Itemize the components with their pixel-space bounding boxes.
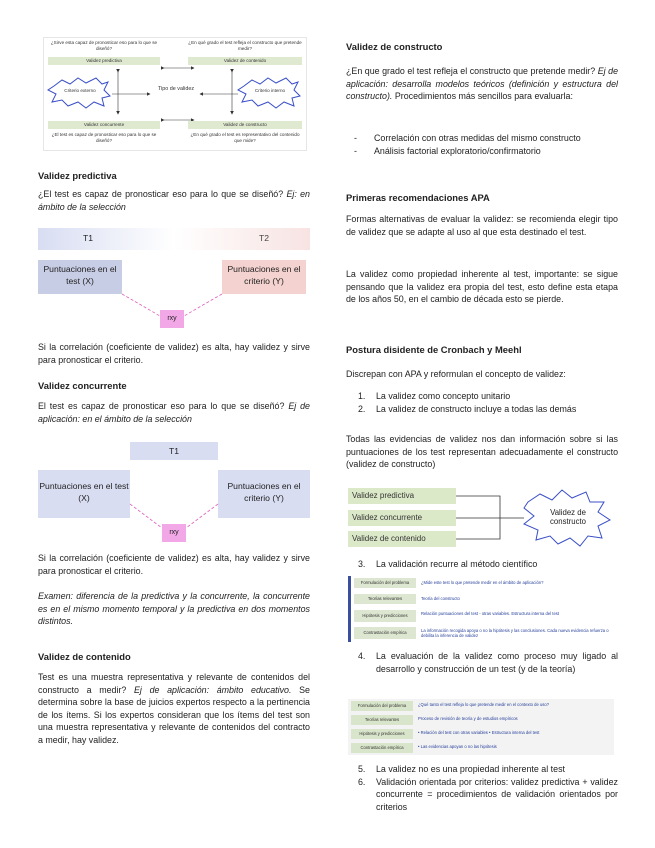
box-predictive: Validez predictiva	[348, 488, 456, 504]
predictive-diagram	[38, 228, 310, 338]
list-item: - Correlación con otras medidas del mismo constructo	[346, 132, 618, 145]
diagram-question: ¿En qué grado el test es representativo del contenido que mide?	[190, 132, 300, 143]
text: ¿En que grado el test refleja el constructo que pretende medir?	[346, 66, 596, 76]
paragraph-evidence: Todas las evidencias de validez nos dan información sobre si las puntuaciones de los test representan adecuadamente el constructo (validez de constructo)	[346, 434, 618, 470]
concurrent-diagram	[38, 442, 310, 550]
heading-construct: Validez de constructo	[346, 41, 443, 52]
cronbach-list-3	[346, 558, 618, 571]
row-text: ¿Qué tanto el test refleja lo que pretende medir en el contexto de uso?	[418, 702, 550, 707]
paragraph-apa-1: Formas alternativas de evaluar la validez: se recomienda elegir tipo de validez que se adapte al uso al que esta destinado el test.	[346, 214, 618, 237]
band-predictive: Validez predictiva	[48, 57, 160, 65]
text-italic: Ej de aplicación: ámbito educativo.	[134, 684, 292, 695]
validation-process-table	[348, 699, 614, 755]
text-italic: Ej de aplicación: desarrolla modelos teóricos (definición y estructura del constructo).	[346, 66, 619, 102]
row-label: Formulación del problema	[351, 701, 413, 711]
list-item: - Análisis factorial exploratorio/confirmatorio	[346, 145, 618, 158]
heading-cronbach: Postura disidente de Cronbach y Meehl	[346, 344, 522, 355]
text-italic: Ej de aplicación: en el ámbito de la selección	[38, 401, 310, 424]
list-item	[346, 650, 618, 675]
row-label: Hipótesis y predicciones	[354, 610, 416, 622]
label-t1: T1	[82, 233, 94, 243]
row-text: • Relación del test con otras variables • Estructura interna del test	[418, 730, 540, 735]
heading-content: Validez de contenido	[38, 651, 131, 662]
diagram-question: ¿En qué grado el test refleja el constructo que pretende medir?	[188, 40, 302, 51]
paragraph-apa-2: La validez como propiedad inherente al test, importante: se sigue pensando que la validez era propia del test, esto define esta etapa de los años 50, en el cambio de década esto se pierde.	[346, 269, 618, 305]
label-t1: T1	[130, 442, 218, 460]
row-label: Contrastación empírica	[351, 743, 413, 753]
text: Se determina sobre la base de juicios expertos respecto a la pertinencia de los ítems. Si los expertos consideran que los ítems del test son una muestra representativa y relevante de contenidos del contracto a medir, hay validez.	[38, 684, 310, 745]
heading-predictive: Validez predictiva	[38, 170, 117, 181]
list-number: 6.	[358, 776, 366, 787]
box-test-scores: Puntuaciones en el test (X)	[38, 260, 122, 294]
cronbach-list-end	[346, 763, 618, 813]
cronbach-list-1	[346, 390, 618, 415]
list-text: La validez de constructo incluye a todas las demás	[376, 403, 577, 414]
list-number: 3.	[358, 559, 366, 569]
list-item	[346, 403, 618, 416]
box-concurrent: Validez concurrente	[348, 510, 456, 526]
list-item	[346, 776, 618, 814]
row-label: Teorías relevantes	[351, 715, 413, 725]
heading-concurrent: Validez concurrente	[38, 380, 127, 391]
text: El test es capaz de pronosticar eso para lo que se diseñó?	[38, 401, 285, 411]
row-label: Teorías relevantes	[354, 594, 416, 604]
construct-methods-list	[346, 132, 618, 157]
correlation-rxy: rxy	[160, 310, 184, 328]
list-number: 2.	[358, 403, 366, 414]
list-number: 4.	[358, 651, 366, 661]
star-right-label: Criterio interno	[254, 88, 286, 93]
paragraph-predictive-intro	[38, 188, 310, 213]
paragraph-cronbach-intro: Discrepan con APA y reformulan el concepto de validez:	[346, 369, 566, 379]
heading-apa: Primeras recomendaciones APA	[346, 192, 490, 203]
text: ¿El test es capaz de pronosticar eso para lo que se diseñó?	[38, 189, 284, 199]
paragraph-concurrent-conclusion: Si la correlación (coeficiente de validez) es alta, hay validez y sirve para pronosticar el criterio.	[38, 553, 310, 576]
list-number: 1.	[358, 391, 366, 401]
paragraph-construct	[346, 65, 618, 103]
row-text: Relación puntuaciones del test - otras variables. Estructura interna del test	[421, 611, 560, 616]
band-concurrent: Validez concurrente	[48, 121, 160, 129]
star-left-label: Criterio externo	[64, 88, 96, 93]
row-label: Contrastación empírica	[354, 627, 416, 639]
validity-types-diagram	[43, 37, 307, 151]
row-text: La información recogida apoya o no la hipótesis y las conclusiones. Cada nueva evidencia refuerza o debilita la inferencia de validez	[421, 628, 609, 638]
cronbach-list-4	[346, 650, 618, 675]
band-content: Validez de contenido	[188, 57, 302, 65]
row-text: • Las evidencias apoyan o no las hipótesis	[418, 744, 497, 749]
row-text: Teoría del constructo	[421, 596, 460, 601]
paragraph-concurrent-intro	[38, 400, 310, 425]
list-item	[346, 763, 618, 776]
label-t2: T2	[258, 233, 270, 243]
text: Test es una muestra representativa y relevante de contenidos del constructo a medir?	[38, 672, 310, 695]
paragraph-content	[38, 671, 310, 747]
band-construct: Validez de constructo	[188, 121, 302, 129]
star-construct-label: Validez de constructo	[550, 508, 586, 526]
list-text: La validación recurre al método científico	[376, 559, 538, 569]
text-italic: Ej: en ámbito de la selección	[38, 189, 310, 212]
diagram-question: ¿El test es capaz de pronosticar eso para lo que se diseñó?	[51, 132, 157, 143]
list-item	[346, 558, 618, 571]
paragraph-exam-note: Examen: diferencia de la predictiva y la concurrente, la concurrente es en el mismo momento temporal y la predictiva en dos momentos distintos.	[38, 591, 310, 627]
list-text: Validación orientada por criterios: validez predictiva + validez concurrente = procedimientos de validación orientados por criterios	[376, 776, 618, 812]
list-text: La validez no es una propiedad inherente al test	[376, 764, 565, 774]
text: Procedimientos más sencillos para evaluarla:	[394, 91, 573, 102]
box-test-scores: Puntuaciones en el test (X)	[38, 470, 130, 518]
row-label: Hipótesis y predicciones	[351, 729, 413, 739]
box-content: Validez de contenido	[348, 531, 456, 547]
diagram-center-label: Tipo de validez	[157, 86, 195, 92]
list-item	[346, 390, 618, 403]
box-criterion-scores: Puntuaciones en el criterio (Y)	[222, 260, 306, 294]
correlation-rxy: rxy	[162, 524, 186, 542]
row-text: ¿Mide este test lo que pretende medir en el ámbito de aplicación?	[421, 580, 544, 585]
scientific-method-table	[348, 576, 617, 642]
row-label: Formulación del problema	[354, 578, 416, 588]
paragraph-predictive-conclusion: Si la correlación (coeficiente de validez) es alta, hay validez y sirve para pronosticar el criterio.	[38, 342, 310, 365]
diagram-question: ¿Sirve esta capaz de pronosticar eso para lo que se diseñó?	[50, 40, 158, 51]
list-text: La validez como concepto unitario	[376, 391, 511, 401]
construct-diagram	[348, 484, 616, 550]
list-number: 5.	[358, 764, 366, 774]
box-criterion-scores: Puntuaciones en el criterio (Y)	[218, 470, 310, 518]
row-text: Proceso de revisión de teoría y de estudios empíricos	[418, 716, 518, 721]
list-text: La evaluación de la validez como proceso muy ligado al desarrollo y construcción de un test (y de la teoría)	[376, 651, 618, 674]
